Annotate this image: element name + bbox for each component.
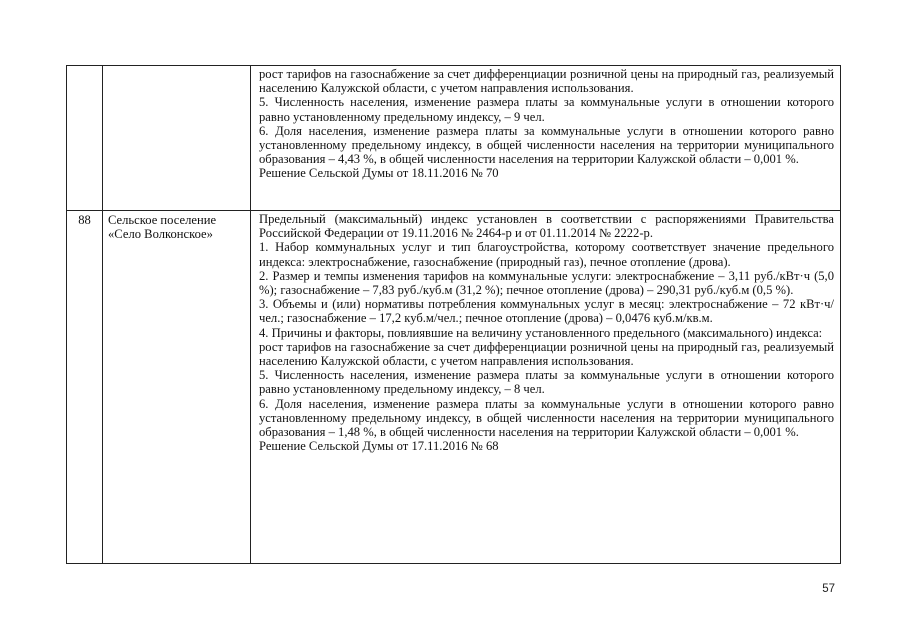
municipality-name-cell: [103, 66, 251, 211]
municipality-name-cell: [103, 211, 251, 564]
row-number-cell: [67, 211, 103, 564]
paragraph-population-count: 5. Численность населения, изменение размера платы за коммунальные услуги в отношении которого равно установленному предельному индексу, – 8 чел.: [259, 368, 834, 397]
document-table: [66, 65, 841, 564]
table-row-88: [67, 211, 841, 564]
paragraph-population-share: 6. Доля населения, изменение размера платы за коммунальные услуги в отношении которого равно установленному предельному индексу, в общей численности населения на территории муниципального образования – 4,43 %, в общей численности населения на территории Калужской области – 0,001 %.: [259, 123, 834, 167]
description-cell: [251, 66, 841, 211]
paragraph-tariffs: 2. Размер и темпы изменения тарифов на коммунальные услуги: электроснабжение – 3,11 руб./кВт·ч (5,0 %); газоснабжение – 7,83 руб./куб.м (31,2 %); печное отопление (дрова) – 290,31 руб./куб.м (0,5 %).: [259, 268, 834, 298]
paragraph-consumption: 3. Объемы и (или) нормативы потребления коммунальных услуг в месяц: электроснабжение – 72 кВт·ч/чел.; газоснабжение – 17,2 куб.м/чел.; печное отопление (дрова) – 0,0476 куб.м/кв.м.: [259, 297, 834, 326]
municipality-name: «Село Волконское»: [108, 227, 213, 242]
paragraph-index-basis: Предельный (максимальный) индекс установлен в соответствии с распоряжениями Правительства Российской Федерации от 19.11.2016 № 2464-р и от 01.11.2014 № 2222-р.: [259, 212, 834, 241]
row-number: 88: [78, 213, 91, 227]
paragraph-factors-heading: 4. Причины и факторы, повлиявшие на величину установленного предельного (максимального) индекса:: [259, 325, 823, 340]
paragraph-reason-text: рост тарифов на газоснабжение за счет дифференциации розничной цены на природный газ, реализуемый населению Калужской области, с учетом направления использования.: [259, 339, 834, 369]
paragraph-population-share: 6. Доля населения, изменение размера платы за коммунальные услуги в отношении которого равно установленному предельному индексу, в общей численности населения на территории муниципального образования – 1,48 %, в общей численности населения на территории Калужской области – 0,001 %.: [259, 396, 834, 440]
table-row-continued: [67, 66, 841, 211]
page-number: 57: [822, 583, 835, 595]
paragraph-decision: Решение Сельской Думы от 18.11.2016 № 70: [259, 166, 499, 181]
row-number-cell: [67, 66, 103, 211]
paragraph-population-count: 5. Численность населения, изменение размера платы за коммунальные услуги в отношении которого равно установленному предельному индексу, – 9 чел.: [259, 95, 834, 124]
paragraph-decision: Решение Сельской Думы от 17.11.2016 № 68: [259, 439, 499, 454]
paragraph-services-set: 1. Набор коммунальных услуг и тип благоустройства, которому соответствует значение предельного индекса: электроснабжение, газоснабжение (природный газ), печное отопление (дрова).: [259, 240, 834, 269]
paragraph-reason-text: рост тарифов на газоснабжение за счет дифференциации розничной цены на природный газ, реализуемый населению Калужской области, с учетом направления использования.: [259, 67, 834, 96]
description-cell: [251, 211, 841, 564]
municipality-type: Сельское поселение: [108, 213, 217, 227]
